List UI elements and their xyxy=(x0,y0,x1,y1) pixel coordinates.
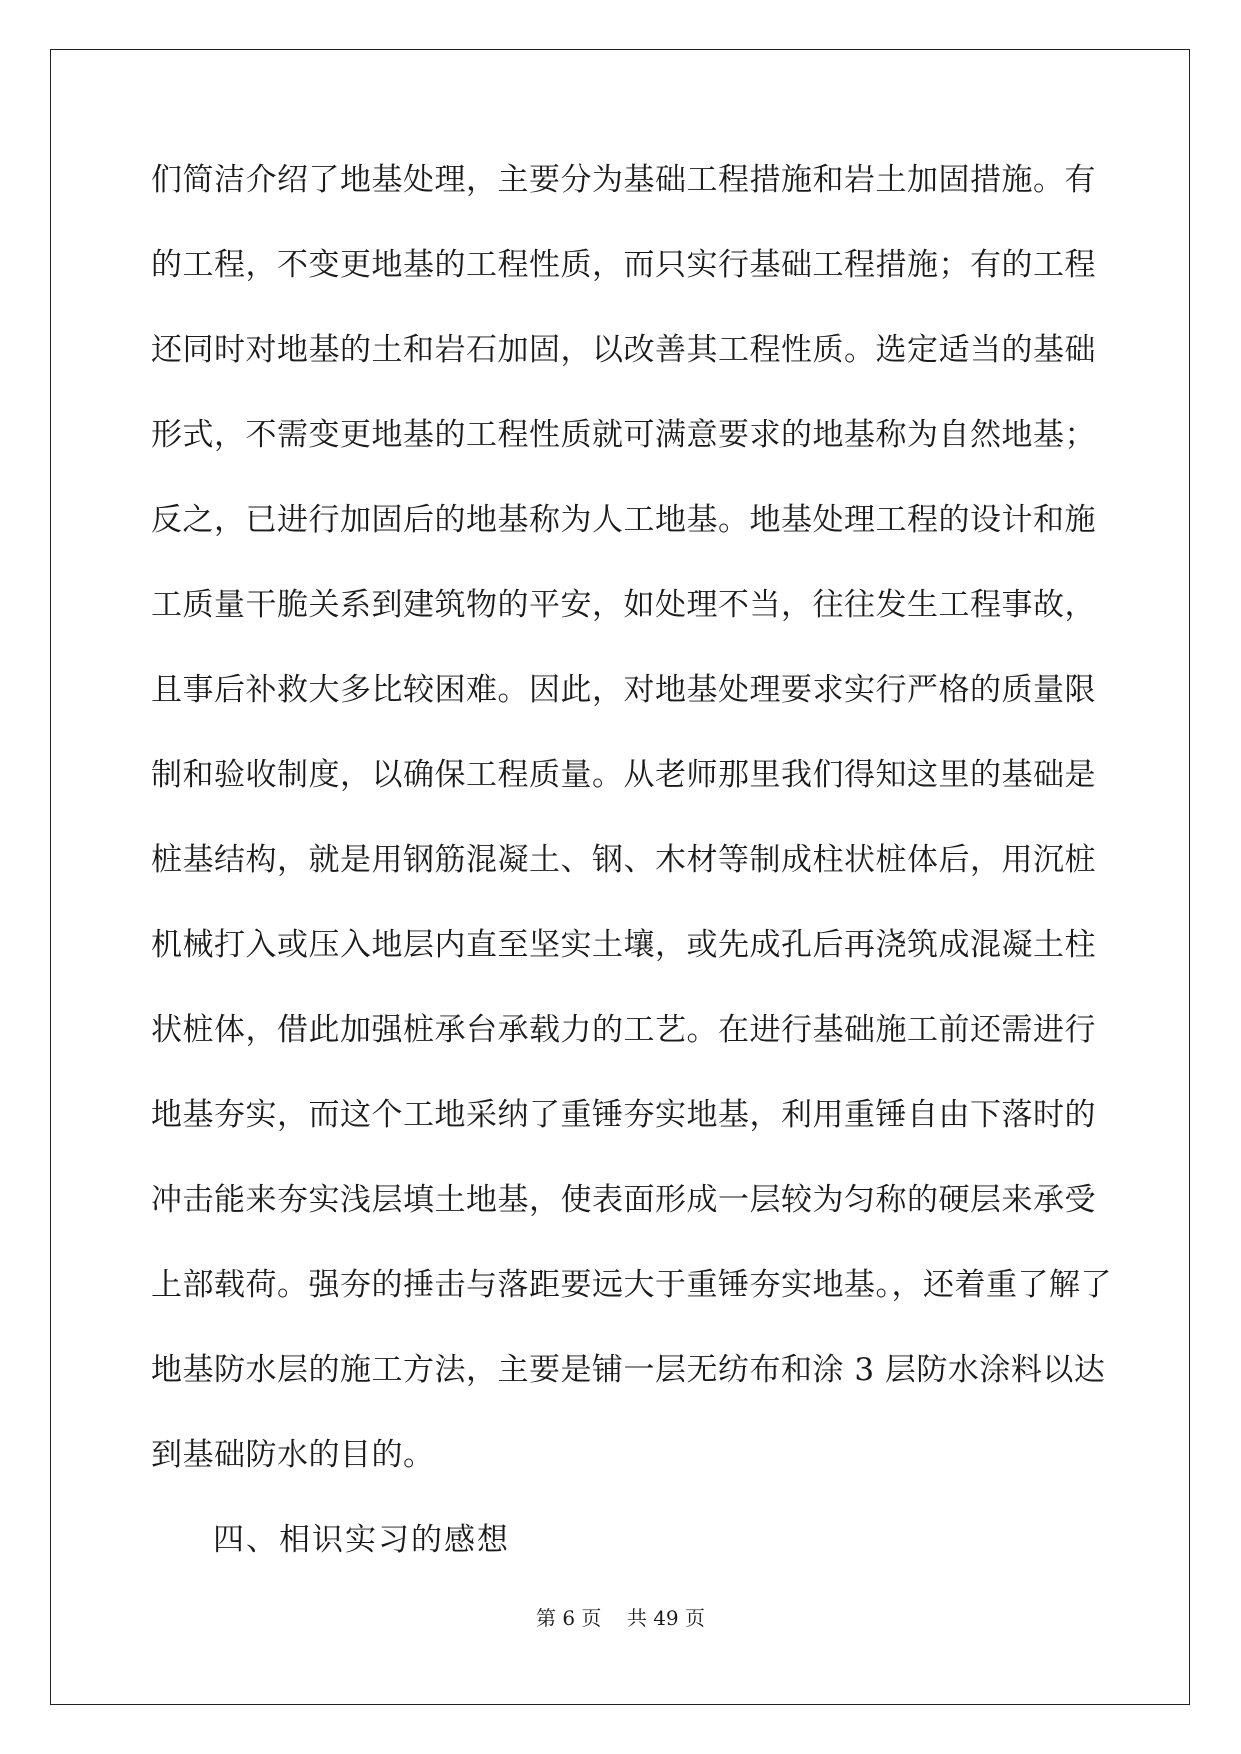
paragraph-line: 的工程，不变更地基的工程性质，而只实行基础工程措施；有的工程 xyxy=(151,247,1096,283)
paragraph-line: 上部载荷。强夯的捶击与落距要远大于重锤夯实地基。，还着重了解了 xyxy=(151,1267,1112,1303)
paragraph-line: 工质量干脆关系到建筑物的平安，如处理不当，往往发生工程事故， xyxy=(151,587,1096,623)
paragraph-line: 地基夯实，而这个工地采纳了重锤夯实地基，利用重锤自由下落时的 xyxy=(151,1097,1096,1133)
document-body xyxy=(151,160,1112,1605)
paragraph-line: 制和验收制度，以确保工程质量。从老师那里我们得知这里的基础是 xyxy=(151,757,1096,793)
paragraph-line: 们简洁介绍了地基处理，主要分为基础工程措施和岩土加固措施。有 xyxy=(151,162,1096,198)
paragraph-line: 且事后补救大多比较困难。因此，对地基处理要求实行严格的质量限 xyxy=(151,672,1096,708)
paragraph-line: 形式，不需变更地基的工程性质就可满意要求的地基称为自然地基； xyxy=(151,417,1096,453)
page-number-footer: 第 6 页 共 49 页 xyxy=(535,1606,706,1630)
paragraph-line: 冲击能来夯实浅层填土地基，使表面形成一层较为匀称的硬层来承受 xyxy=(151,1182,1096,1218)
paragraph-line: 机械打入或压入地层内直至坚实土壤，或先成孔后再浇筑成混凝土柱 xyxy=(151,927,1096,963)
paragraph-line: 桩基结构，就是用钢筋混凝土、钢、木材等制成柱状桩体后，用沉桩 xyxy=(151,842,1096,878)
paragraph-line: 状桩体，借此加强桩承台承载力的工艺。在进行基础施工前还需进行 xyxy=(151,1012,1096,1048)
paragraph-line: 反之，已进行加固后的地基称为人工地基。地基处理工程的设计和施 xyxy=(151,502,1096,538)
paragraph-line-last: 到基础防水的目的。 xyxy=(151,1437,435,1473)
paragraph-line: 还同时对地基的土和岩石加固，以改善其工程性质。选定适当的基础 xyxy=(151,332,1096,368)
section-heading: 四、相识实习的感想 xyxy=(213,1522,510,1558)
paragraph-line: 地基防水层的施工方法，主要是铺一层无纺布和涂 3 层防水涂料以达 xyxy=(151,1352,1106,1388)
